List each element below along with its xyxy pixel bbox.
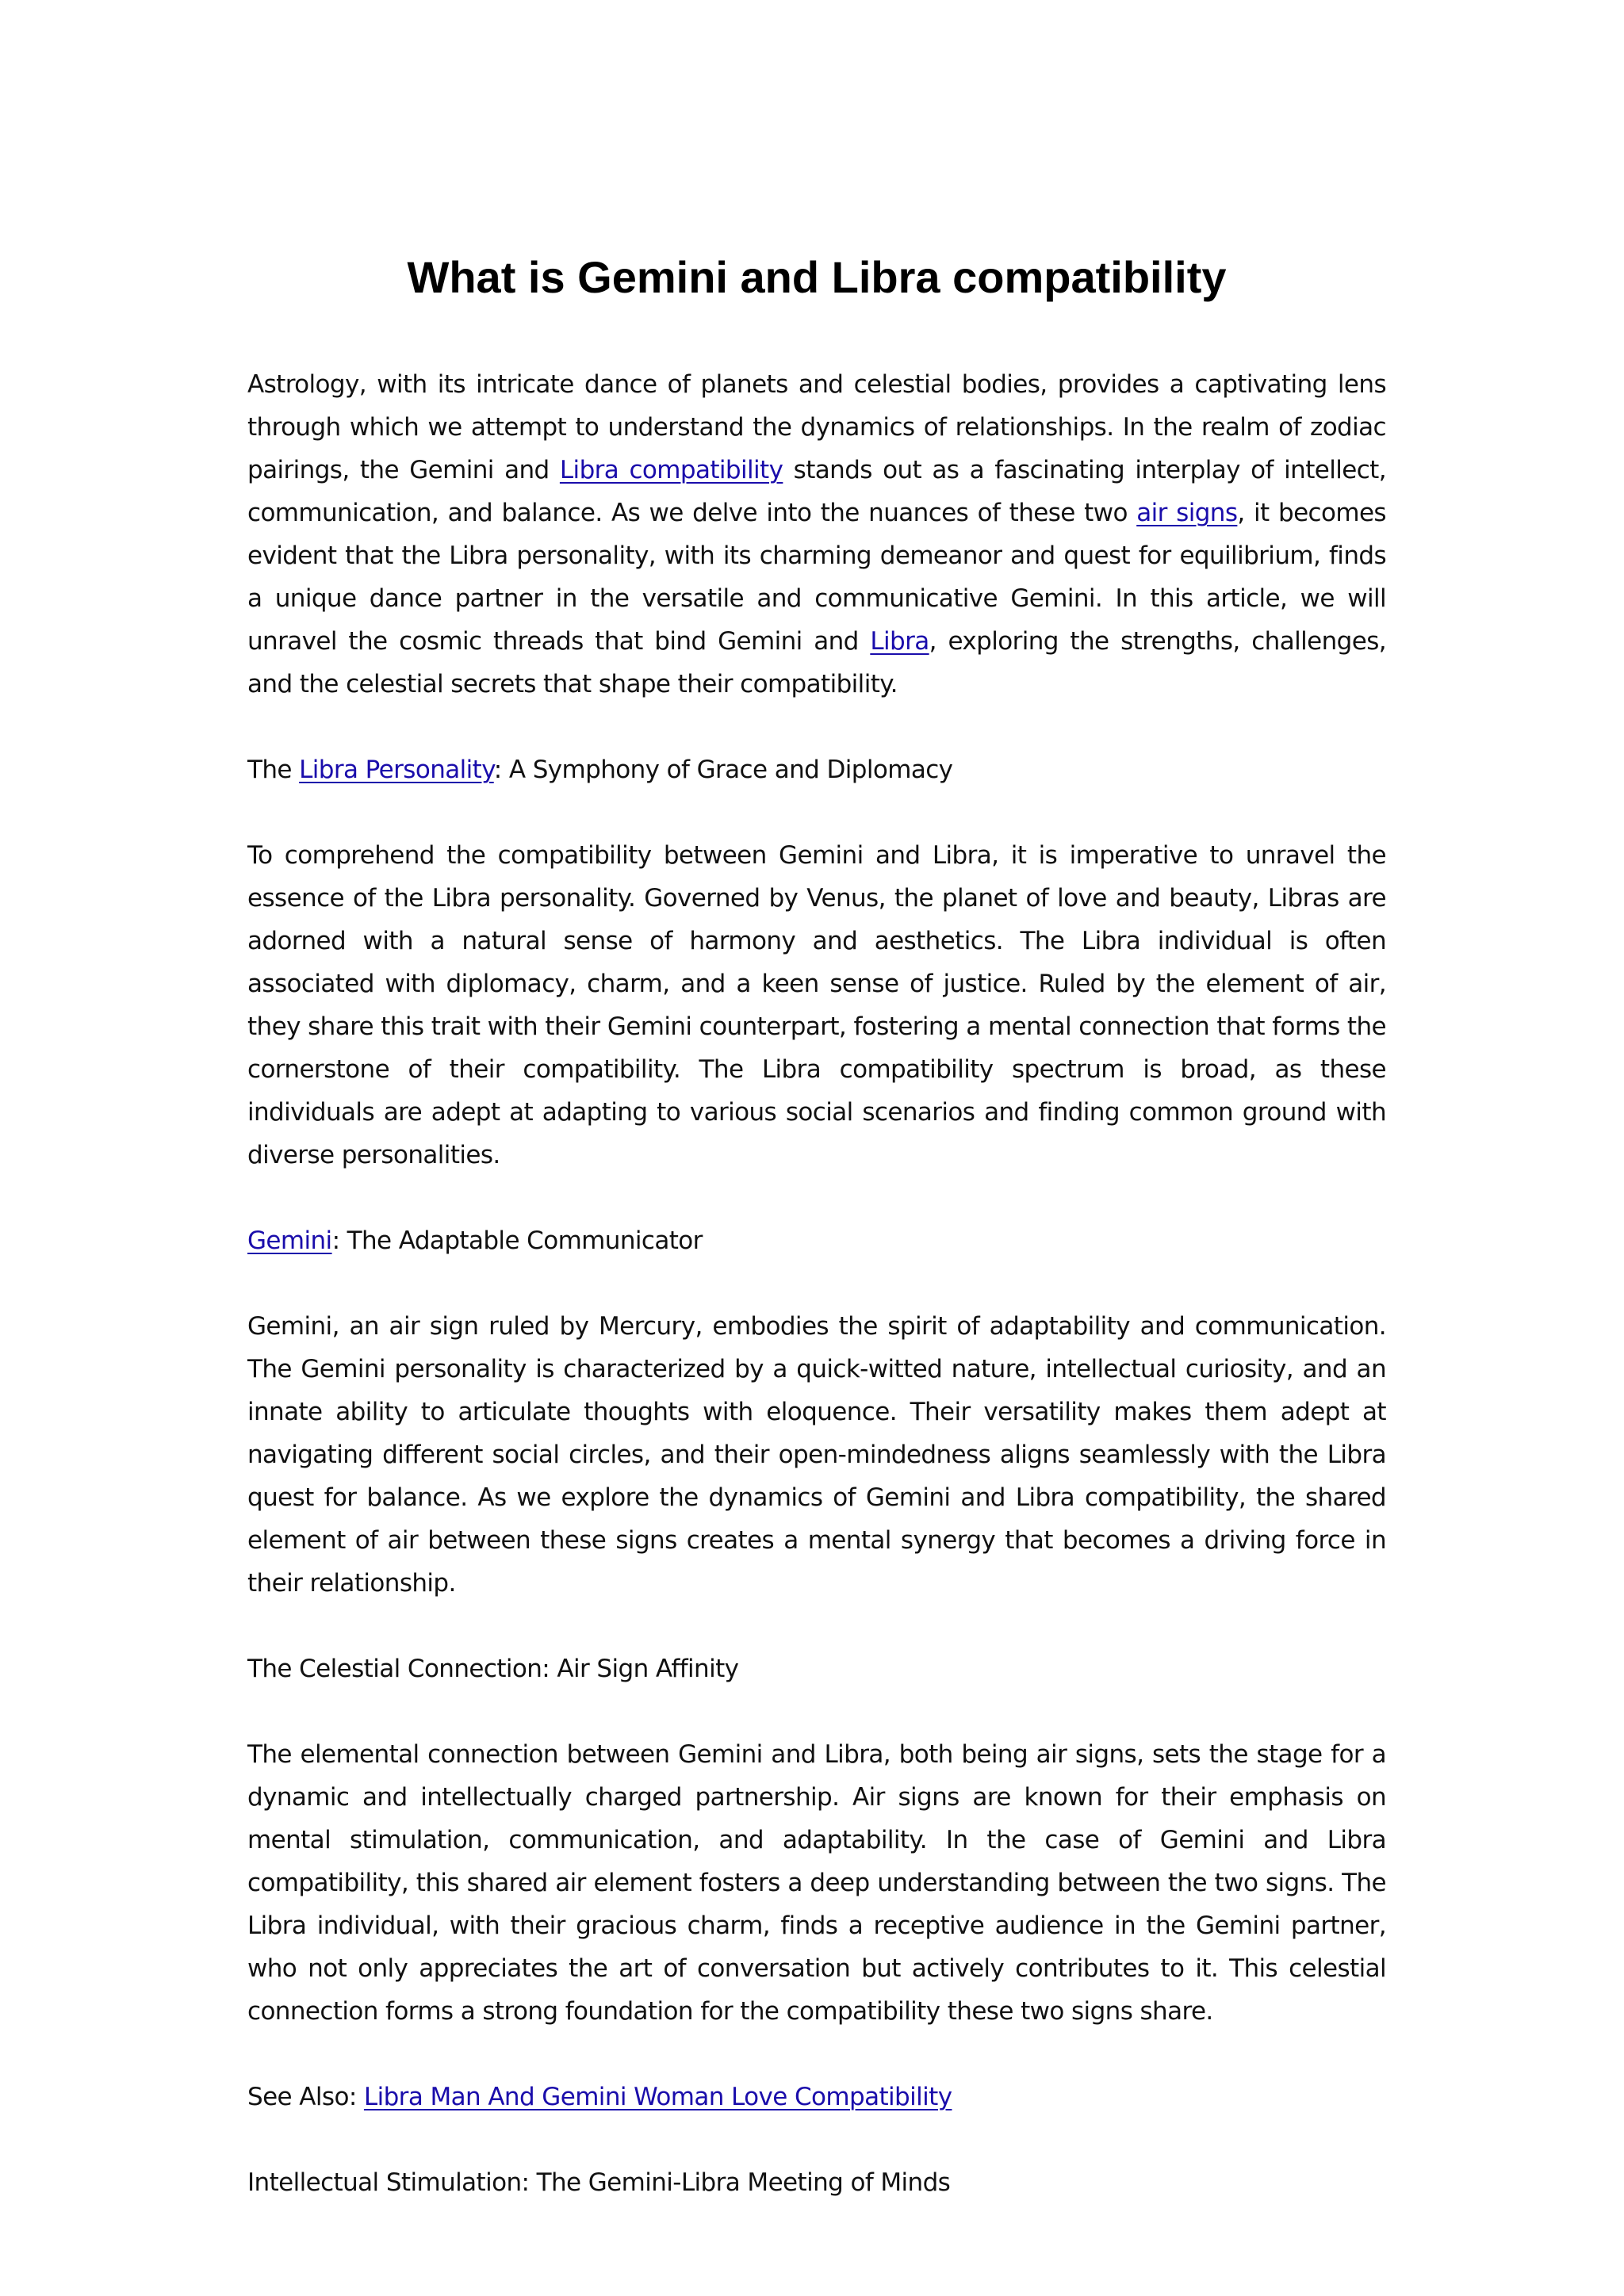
intro-text-3: , it becomes evident that the Libra personality, with its charming demeanor and quest for equilibrium, finds a unique dance partner in the versatile and communicative Gemini. In this article, we will unravel the cosmic threads that bind Gemini and: [247, 499, 1386, 656]
heading-suffix: : A Symphony of Grace and Diplomacy: [493, 756, 953, 784]
intro-paragraph: [247, 363, 1386, 706]
section-heading-libra-personality: [247, 748, 1386, 791]
gemini-paragraph: Gemini, an air sign ruled by Mercury, embodies the spirit of adaptability and communication. The Gemini personality is characterized by a quick-witted nature, intellectual curiosity, and an innate ability to articulate thoughts with eloquence. Their versatility makes them adept at navigating different social circles, and their open-mindedness aligns seamlessly with the Libra quest for balance. As we explore the dynamics of Gemini and Libra compatibility, the shared element of air between these signs creates a mental synergy that becomes a driving force in their relationship.: [247, 1312, 1386, 1598]
intro-text-4: , exploring the strengths, challenges, and the celestial secrets that shape their compatibility.: [247, 627, 1386, 698]
intro-text-2: stands out as a fascinating interplay of intellect, communication, and balance. As we delve into the nuances of these two: [247, 456, 1386, 527]
heading-prefix: The: [247, 756, 300, 784]
article-body: [247, 246, 1386, 2247]
see-also-link[interactable]: Libra Man And Gemini Woman Love Compatibility: [363, 2083, 952, 2111]
libra-personality-paragraph: To comprehend the compatibility between Gemini and Libra, it is imperative to unravel the essence of the Libra personality. Governed by Venus, the planet of love and beauty, Libras are adorned with a natural sense of harmony and aesthetics. The Libra individual is often associated with diplomacy, charm, and a keen sense of justice. Ruled by the element of air, they share this trait with their Gemini counterpart, fostering a mental connection that forms the cornerstone of their compatibility. The Libra compatibility spectrum is broad, as these individuals are adept at adapting to various social scenarios and finding common ground with diverse personalities.: [247, 841, 1386, 1169]
heading-suffix: : The Adaptable Communicator: [331, 1226, 703, 1255]
intro-text-1: Astrology, with its intricate dance of planets and celestial bodies, provides a captivating lens through which we attempt to understand the dynamics of relationships. In the realm of zodiac pairings, the Gemini and: [247, 370, 1386, 484]
section-heading-celestial-connection: The Celestial Connection: Air Sign Affinity: [247, 1655, 739, 1683]
section-heading-intellectual-stimulation: Intellectual Stimulation: The Gemini-Libra Meeting of Minds: [247, 2168, 951, 2197]
celestial-connection-paragraph: The elemental connection between Gemini and Libra, both being air signs, sets the stage for a dynamic and intellectually charged partnership. Air signs are known for their emphasis on mental stimulation, communication, and adaptability. In the case of Gemini and Libra compatibility, this shared air element fosters a deep understanding between the two signs. The Libra individual, with their gracious charm, finds a receptive audience in the Gemini partner, who not only appreciates the art of conversation but actively contributes to it. This celestial connection forms a strong foundation for the compatibility these two signs share.: [247, 1740, 1386, 2026]
air-signs-link[interactable]: air signs: [1136, 499, 1238, 527]
page-title: What is Gemini and Libra compatibility: [407, 252, 1227, 302]
libra-personality-link[interactable]: Libra Personality: [299, 756, 494, 784]
libra-compatibility-link[interactable]: Libra compatibility: [559, 456, 783, 484]
gemini-link[interactable]: Gemini: [247, 1226, 332, 1255]
section-heading-gemini: [247, 1219, 1386, 1262]
see-also-label: See Also:: [247, 2083, 364, 2111]
see-also-line: [247, 2076, 1386, 2118]
libra-link[interactable]: Libra: [870, 627, 929, 656]
